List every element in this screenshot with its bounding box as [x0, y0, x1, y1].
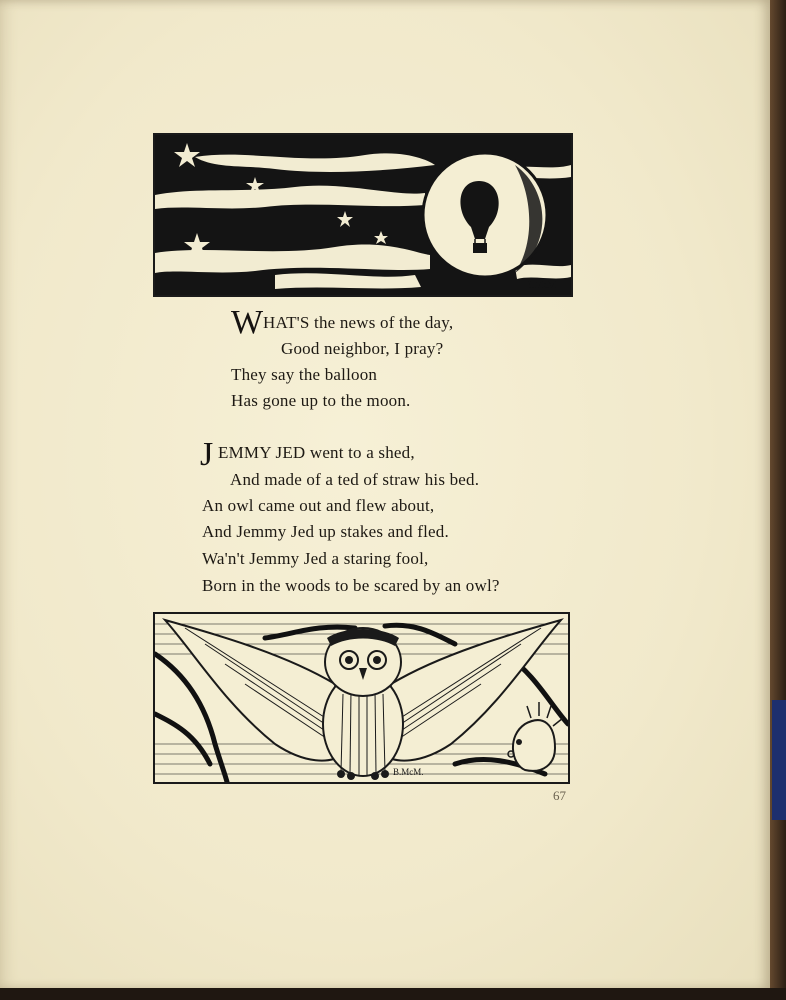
verse-two-line-5: Wa'n't Jemmy Jed a staring fool, [202, 549, 429, 568]
verse-one-drop-cap: W [231, 304, 264, 341]
verse-two-line-4: And Jemmy Jed up stakes and fled. [202, 522, 449, 541]
verse-one-line-2: Good neighbor, I pray? [281, 339, 444, 358]
night-sky-moon-balloon-icon [155, 135, 571, 295]
top-illustration [153, 133, 573, 297]
page-number: 67 [553, 788, 566, 803]
verse-one-line-1: HAT'S the news of the day, [263, 313, 454, 332]
verse-two-drop-cap: J [200, 436, 214, 473]
owl-and-startled-face-icon [155, 614, 568, 782]
verse-two-line-6: Born in the woods to be scared by an owl? [202, 576, 500, 595]
verse-two-line-1: EMMY JED went to a shed, [218, 443, 415, 462]
verse-two-line-2: And made of a ted of straw his bed. [230, 470, 480, 489]
verse-one-line-3: They say the balloon [231, 365, 378, 384]
book-bottom-edge [0, 988, 786, 1000]
verse-one-line-4: Has gone up to the moon. [231, 391, 411, 410]
bottom-illustration [153, 612, 570, 784]
binding-edge [772, 700, 786, 820]
verse-two-line-3: An owl came out and flew about, [202, 496, 435, 515]
top-illustration-signature: B.McM. [525, 280, 559, 291]
bottom-illustration-signature: B.McM. [393, 767, 424, 777]
